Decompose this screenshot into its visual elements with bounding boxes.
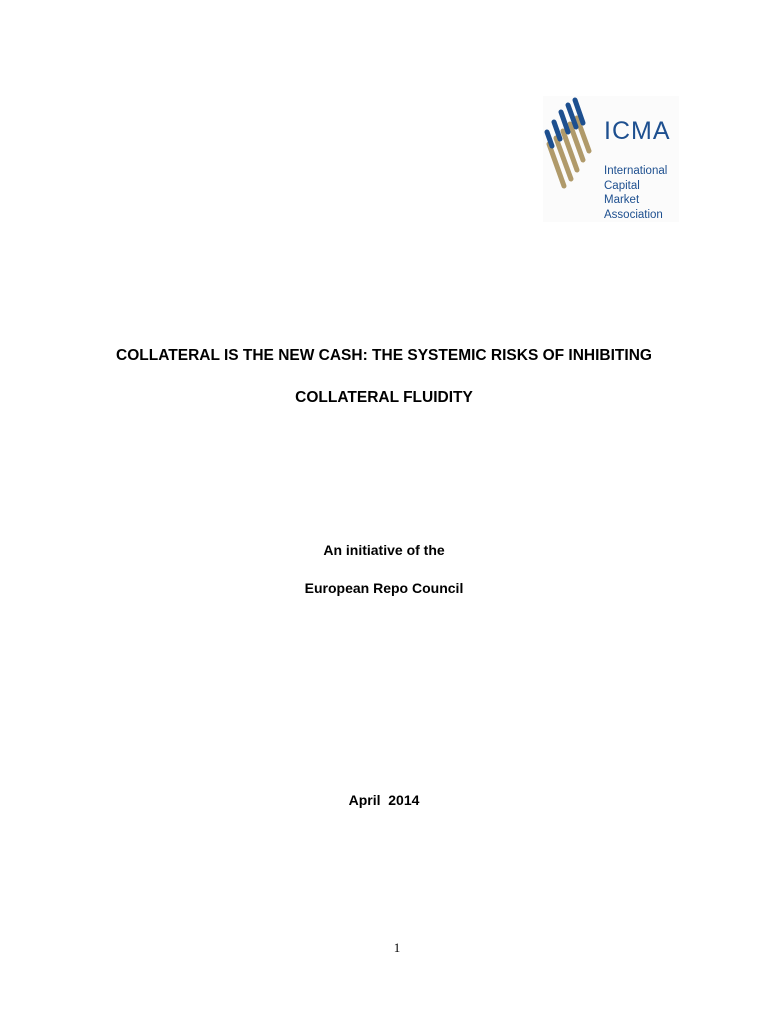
document-title-line-1: COLLATERAL IS THE NEW CASH: THE SYSTEMIC RISKS OF INHIBITING bbox=[116, 347, 652, 364]
icma-stripes-icon bbox=[543, 96, 603, 222]
logo-org-line: Association bbox=[604, 208, 663, 221]
logo-org-line: Capital bbox=[604, 179, 640, 192]
publication-date: April 2014 bbox=[348, 792, 420, 808]
logo-org-line: International bbox=[604, 165, 668, 177]
icma-logo bbox=[543, 96, 679, 222]
icma-organization-name bbox=[604, 164, 667, 222]
icma-wordmark: ICMA bbox=[604, 117, 671, 145]
initiative-label: An initiative of the bbox=[323, 542, 445, 558]
logo-org-line: Market bbox=[604, 194, 640, 206]
page-number: 1 bbox=[393, 940, 401, 955]
council-name: European Repo Council bbox=[304, 580, 464, 596]
document-title-line-2: COLLATERAL FLUIDITY bbox=[295, 389, 473, 406]
